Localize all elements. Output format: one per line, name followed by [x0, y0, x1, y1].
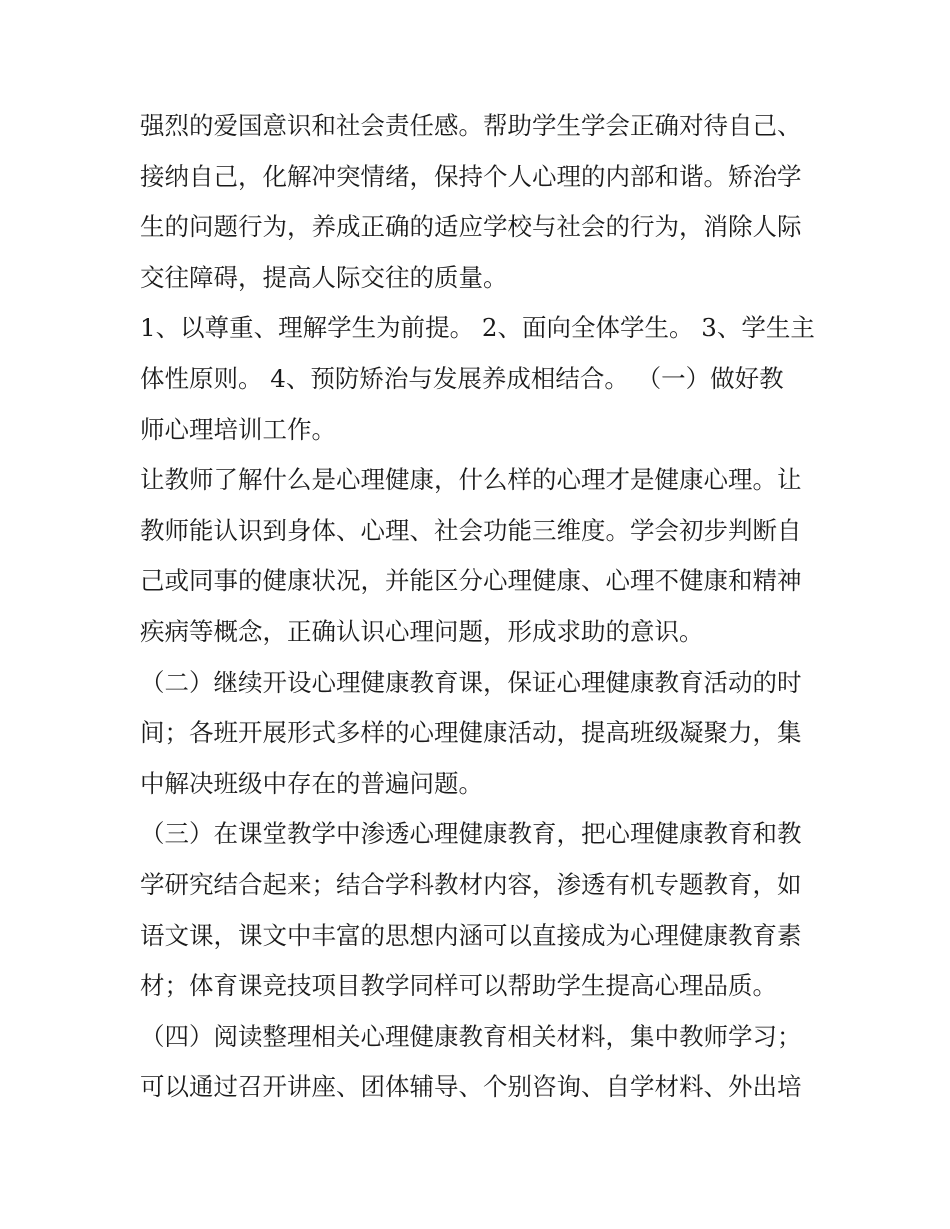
text-line: 交往障碍，提高人际交往的质量。: [140, 262, 508, 292]
text-line: 让教师了解什么是心理健康，什么样的心理才是健康心理。让: [140, 465, 802, 495]
text-line: 教师能认识到身体、心理、社会功能三维度。学会初步判断自: [140, 515, 802, 545]
text-line: 语文课，课文中丰富的思想内涵可以直接成为心理健康教育素: [140, 920, 802, 950]
text-line: （四）阅读整理相关心理健康教育相关材料，集中教师学习；: [140, 1021, 802, 1051]
text-line: 1、以尊重、理解学生为前提。 2、面向全体学生。 3、学生主: [140, 313, 815, 343]
body-text: [140, 101, 820, 1113]
text-line: 接纳自己，化解冲突情绪，保持个人心理的内部和谐。矫治学: [140, 161, 802, 191]
text-line: 强烈的爱国意识和社会责任感。帮助学生学会正确对待自己、: [140, 111, 802, 140]
text-line: （二）继续开设心理健康教育课，保证心理健康教育活动的时: [140, 667, 802, 697]
text-line: 材；体育课竞技项目教学同样可以帮助学生提高心理品质。: [140, 971, 777, 1001]
text-line: 生的问题行为，养成正确的适应学校与社会的行为，消除人际: [140, 212, 802, 242]
text-line: 学研究结合起来；结合学科教材内容，渗透有机专题教育，如: [140, 869, 802, 899]
text-line: 己或同事的健康状况，并能区分心理健康、心理不健康和精神: [140, 566, 802, 596]
text-line: 间；各班开展形式多样的心理健康活动，提高班级凝聚力，集: [140, 718, 802, 748]
text-line: 中解决班级中存在的普遍问题。: [140, 768, 483, 798]
text-line: （三）在课堂教学中渗透心理健康教育，把心理健康教育和教: [140, 819, 802, 849]
text-line: 体性原则。 4、预防矫治与发展养成相结合。 （一）做好教: [140, 363, 784, 393]
text-line: 可以通过召开讲座、团体辅导、个别咨询、自学材料、外出培: [140, 1072, 802, 1102]
text-line: 疾病等概念，正确认识心理问题，形成求助的意识。: [140, 616, 704, 646]
text-line: 师心理培训工作。: [140, 414, 336, 444]
